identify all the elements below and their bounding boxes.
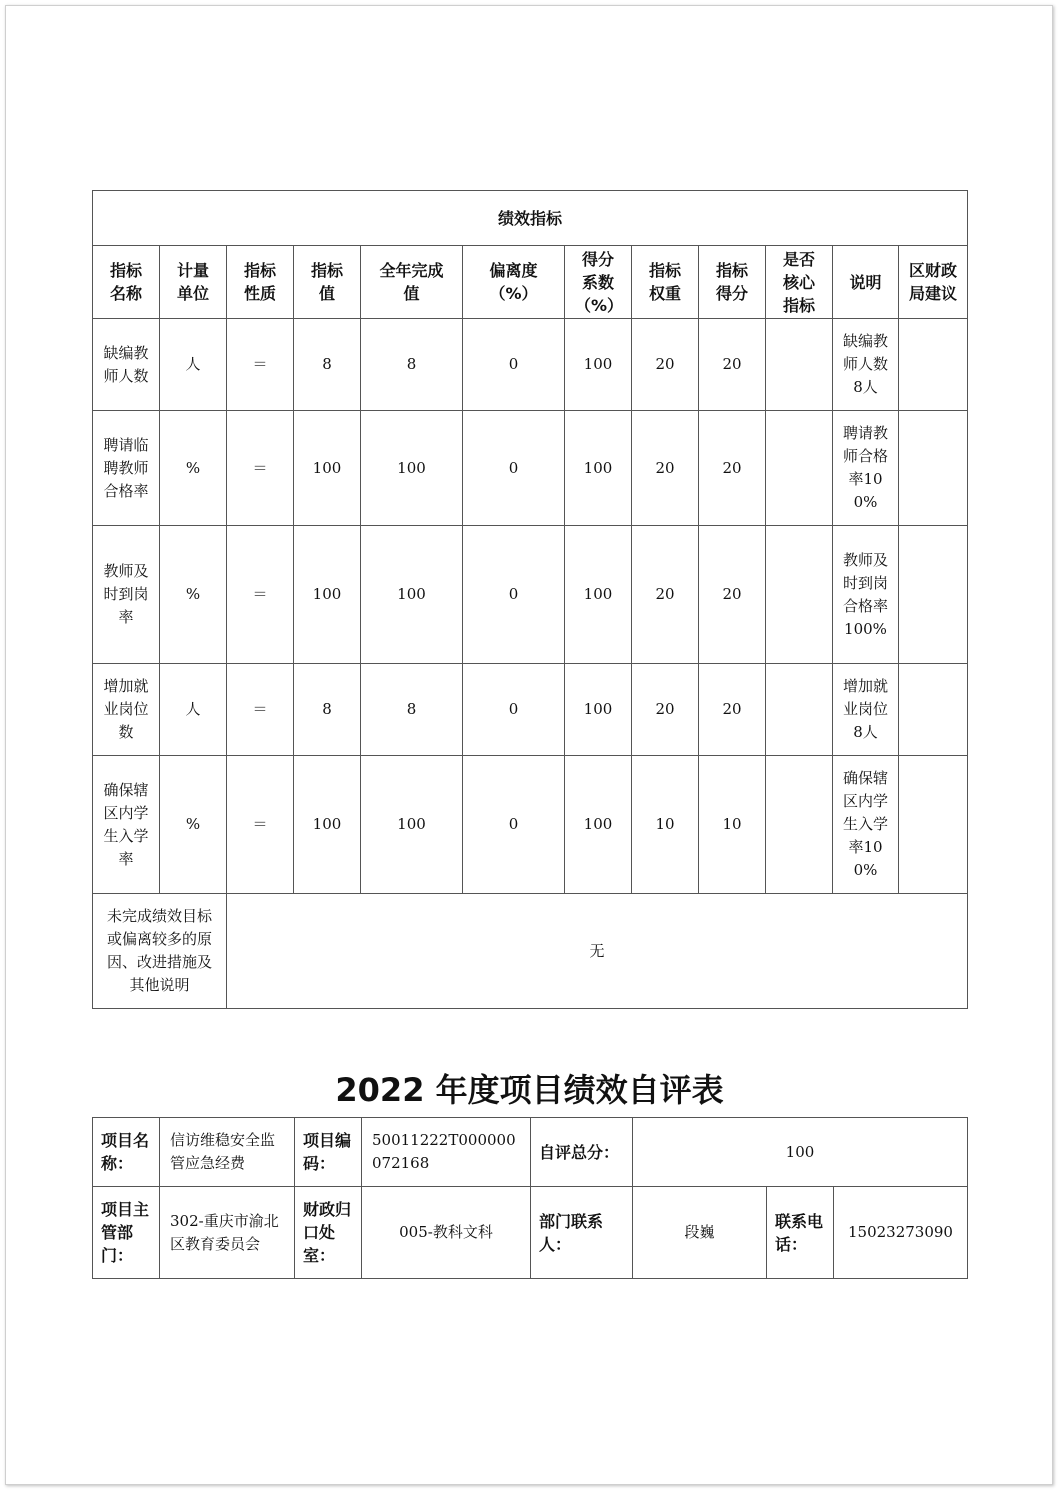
score: 20 [699, 319, 766, 411]
score-coefficient: 100 [565, 756, 632, 894]
weight: 20 [632, 411, 699, 526]
nature: ＝ [227, 319, 294, 411]
note: 增加就业岗位8人 [833, 664, 899, 756]
phone: 15023273090 [834, 1187, 968, 1279]
target-value: 8 [294, 664, 361, 756]
nature: ＝ [227, 411, 294, 526]
header-row [93, 246, 968, 319]
finance-office: 005-教科文科 [362, 1187, 531, 1279]
nature: ＝ [227, 664, 294, 756]
actual-value: 100 [361, 526, 463, 664]
eval-row [93, 1187, 968, 1279]
deviation: 0 [463, 319, 565, 411]
remark-row [93, 894, 968, 1009]
finance-advice [899, 319, 968, 411]
unit: 人 [160, 664, 227, 756]
score-coefficient: 100 [565, 319, 632, 411]
target-value: 100 [294, 756, 361, 894]
column-header: 区财政局建议 [899, 246, 968, 319]
score-coefficient: 100 [565, 526, 632, 664]
column-header: 得分系数（%） [565, 246, 632, 319]
dept-label: 项目主管部门： [93, 1187, 160, 1279]
nature: ＝ [227, 526, 294, 664]
column-header: 偏离度（%） [463, 246, 565, 319]
finance-advice [899, 411, 968, 526]
note: 确保辖区内学生入学率100% [833, 756, 899, 894]
column-header: 指标名称 [93, 246, 160, 319]
total-score: 100 [633, 1118, 968, 1187]
score: 20 [699, 526, 766, 664]
score: 10 [699, 756, 766, 894]
indicator-name: 缺编教师人数 [93, 319, 160, 411]
core-flag [766, 664, 833, 756]
deviation: 0 [463, 411, 565, 526]
deviation: 0 [463, 756, 565, 894]
indicator-name: 确保辖区内学生入学率 [93, 756, 160, 894]
target-value: 8 [294, 319, 361, 411]
actual-value: 8 [361, 664, 463, 756]
performance-indicator-table [92, 190, 968, 1009]
deviation: 0 [463, 664, 565, 756]
column-header: 指标权重 [632, 246, 699, 319]
column-header: 指标值 [294, 246, 361, 319]
column-header: 是否核心指标 [766, 246, 833, 319]
table-row [93, 664, 968, 756]
eval-row [93, 1118, 968, 1187]
target-value: 100 [294, 411, 361, 526]
weight: 10 [632, 756, 699, 894]
indicator-name: 聘请临聘教师合格率 [93, 411, 160, 526]
section-title: 绩效指标 [93, 191, 968, 246]
weight: 20 [632, 664, 699, 756]
core-flag [766, 411, 833, 526]
dept: 302-重庆市渝北区教育委员会 [160, 1187, 295, 1279]
project-name-label: 项目名称： [93, 1118, 160, 1187]
project-code-label: 项目编码： [295, 1118, 362, 1187]
contact: 段巍 [633, 1187, 767, 1279]
score-coefficient: 100 [565, 664, 632, 756]
target-value: 100 [294, 526, 361, 664]
column-header: 计量单位 [160, 246, 227, 319]
unit: 人 [160, 319, 227, 411]
unit: % [160, 411, 227, 526]
indicator-name: 增加就业岗位数 [93, 664, 160, 756]
core-flag [766, 319, 833, 411]
page-title: 2022 年度项目绩效自评表 [335, 1071, 724, 1109]
project-self-evaluation-table [92, 1117, 968, 1279]
core-flag [766, 526, 833, 664]
column-header: 全年完成值 [361, 246, 463, 319]
contact-label: 部门联系人： [531, 1187, 633, 1279]
nature: ＝ [227, 756, 294, 894]
table-row [93, 526, 968, 664]
table-row [93, 319, 968, 411]
indicator-name: 教师及时到岗率 [93, 526, 160, 664]
score-coefficient: 100 [565, 411, 632, 526]
actual-value: 100 [361, 411, 463, 526]
unit: % [160, 526, 227, 664]
weight: 20 [632, 526, 699, 664]
table-row [93, 756, 968, 894]
remark-label: 未完成绩效目标或偏离较多的原因、改进措施及其他说明 [93, 894, 227, 1009]
core-flag [766, 756, 833, 894]
phone-label: 联系电话： [767, 1187, 834, 1279]
total-score-label: 自评总分： [531, 1118, 633, 1187]
remark-value: 无 [227, 894, 968, 1009]
weight: 20 [632, 319, 699, 411]
note: 缺编教师人数8人 [833, 319, 899, 411]
deviation: 0 [463, 526, 565, 664]
project-name: 信访维稳安全监管应急经费 [160, 1118, 295, 1187]
column-header: 说明 [833, 246, 899, 319]
column-header: 指标得分 [699, 246, 766, 319]
finance-advice [899, 756, 968, 894]
actual-value: 100 [361, 756, 463, 894]
finance-office-label: 财政归口处室： [295, 1187, 362, 1279]
column-header: 指标性质 [227, 246, 294, 319]
finance-advice [899, 526, 968, 664]
project-code: 50011222T000000072168 [362, 1118, 531, 1187]
note: 教师及时到岗合格率100% [833, 526, 899, 664]
table-row [93, 411, 968, 526]
score: 20 [699, 411, 766, 526]
unit: % [160, 756, 227, 894]
note: 聘请教师合格率100% [833, 411, 899, 526]
score: 20 [699, 664, 766, 756]
finance-advice [899, 664, 968, 756]
actual-value: 8 [361, 319, 463, 411]
